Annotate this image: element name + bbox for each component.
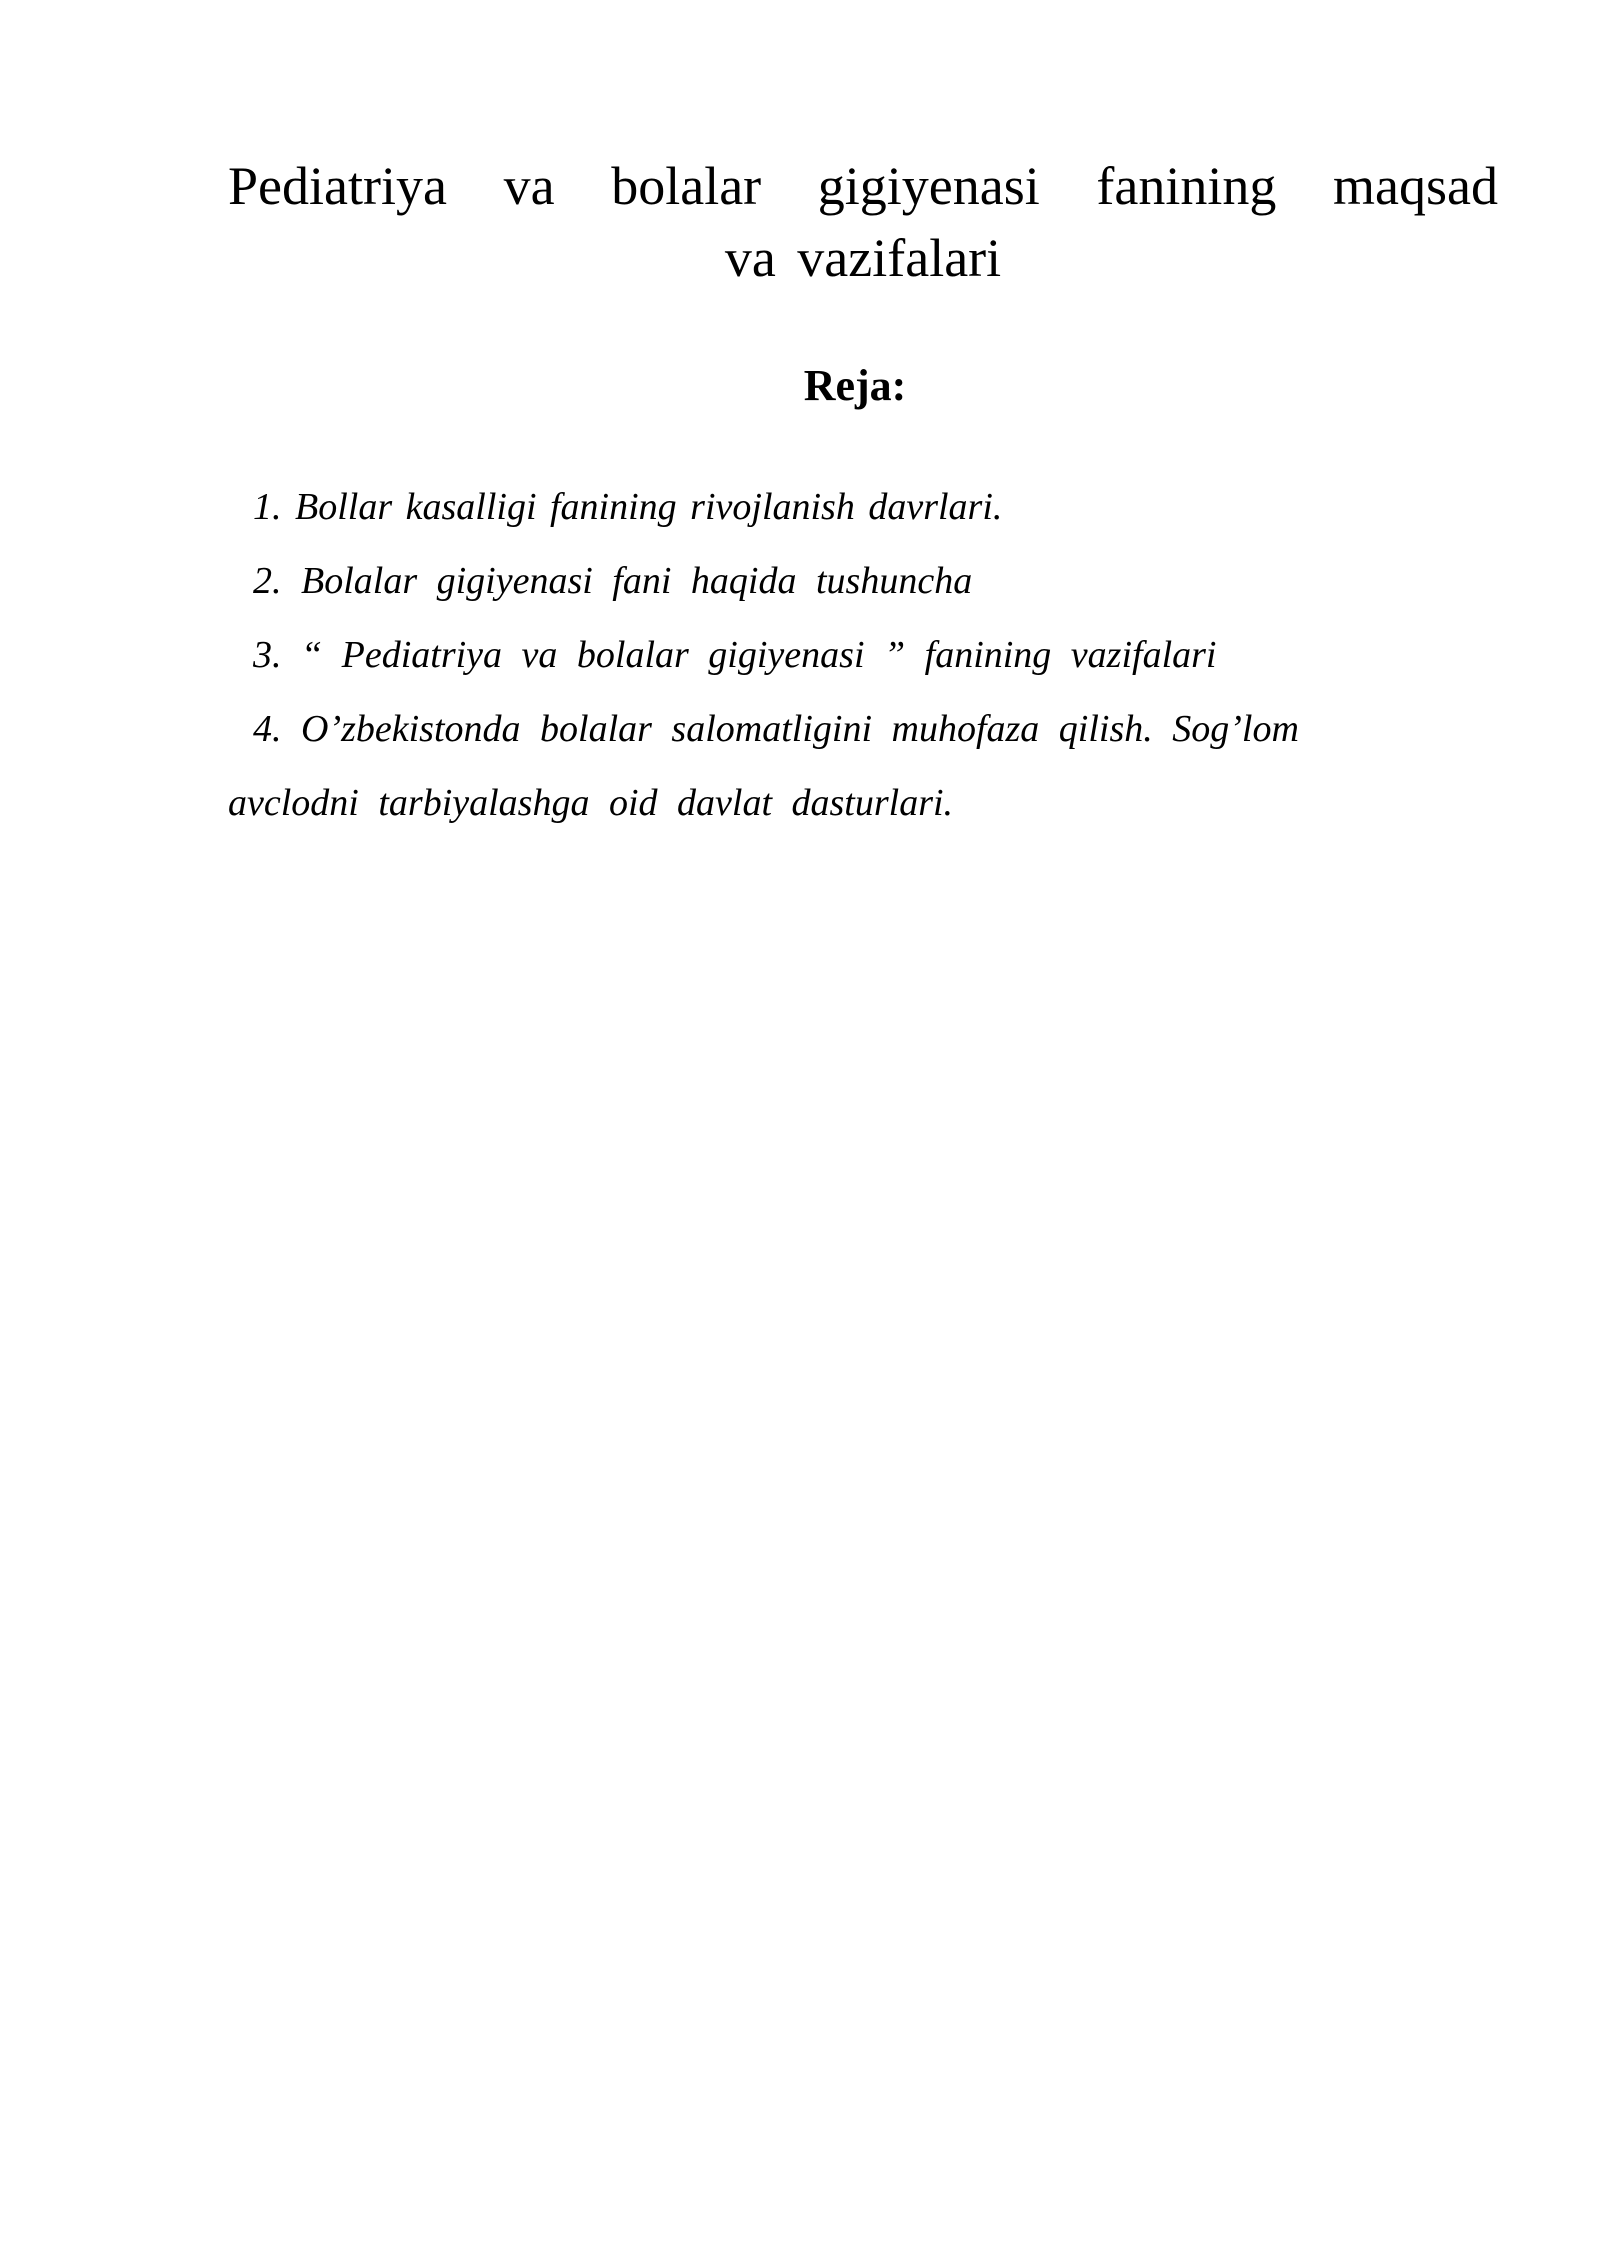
plan-item-3 xyxy=(228,618,1438,692)
plan-item-text: 3. “ Pediatriya va bolalar gigiyenasi ” fanining vazifalari xyxy=(253,634,1217,676)
plan-item-4 xyxy=(228,692,1438,840)
document-title xyxy=(228,150,1498,294)
plan-item-continuation: avclodni tarbiyalashga oid davlat dasturlari. xyxy=(228,782,954,824)
plan-item-text: 2. Bolalar gigiyenasi fani haqida tushuncha xyxy=(253,560,973,602)
plan-heading: Reja: xyxy=(803,361,907,410)
plan-list xyxy=(228,470,1438,840)
title-line-1: Pediatriya va bolalar gigiyenasi fanining maqsad xyxy=(228,156,1498,216)
plan-item-text: 1. Bollar kasalligi fanining rivojlanish davrlari. xyxy=(253,486,1003,528)
plan-item-text: 4. O’zbekistonda bolalar salomatligini muhofaza qilish. Sog’lom xyxy=(253,708,1299,750)
plan-item-1 xyxy=(228,470,1438,544)
title-line-2: va vazifalari xyxy=(724,228,1002,288)
plan-item-2 xyxy=(228,544,1438,618)
